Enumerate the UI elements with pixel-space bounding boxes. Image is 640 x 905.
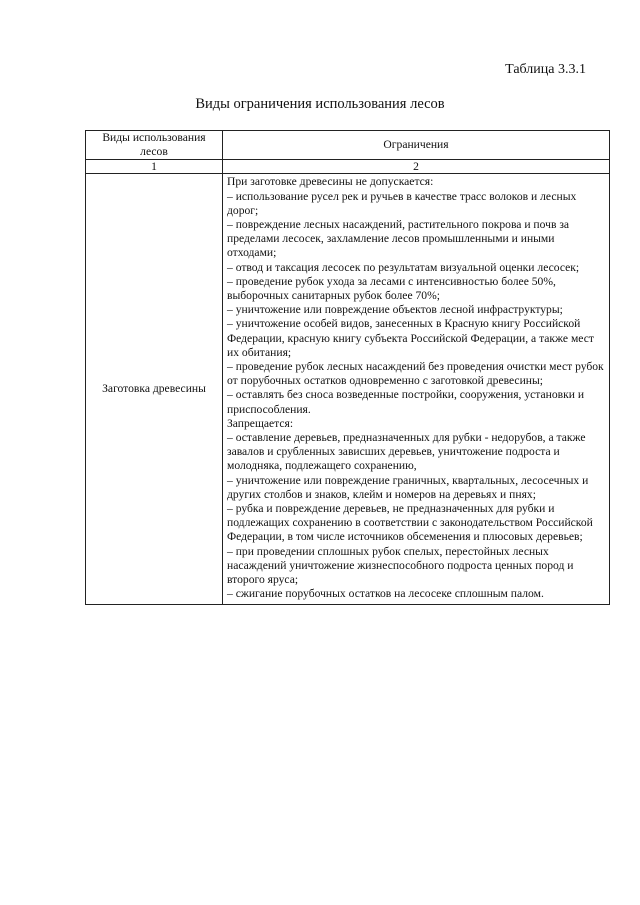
header-kind: Виды использования лесов xyxy=(86,131,223,160)
document-title: Виды ограничения использования лесов xyxy=(195,96,445,112)
restriction-line: – повреждение лесных насаждений, растительного покрова и почв за пределами лесосек, захламление лесов промышленными и иными отходами; xyxy=(227,218,570,260)
restriction-line: – проведение рубок ухода за лесами с интенсивностью более 50%, выборочных санитарных рубок более 70%; xyxy=(227,274,556,303)
restriction-line: – оставлять без сноса возведенные постройки, сооружения, установки и приспособления. xyxy=(227,388,585,416)
restrictions-table xyxy=(85,130,610,605)
column-number-row xyxy=(86,160,610,174)
row-restrictions xyxy=(223,174,610,604)
restriction-line: – уничтожение или повреждение объектов лесной инфраструктуры; xyxy=(227,303,563,317)
restriction-line: – рубка и повреждение деревьев, не предназначенных для рубки и подлежащих сохранению в соответствии с законодательством Российской Федерации, в том числе источников обсеменения и плюсовых деревьев; xyxy=(227,502,593,544)
restriction-line: – использование русел рек и ручьев в качестве трасс волоков и лесных дорог; xyxy=(227,189,577,217)
restriction-line: – уничтожение или повреждение граничных, квартальных, лесосечных и других столбов и знаков, клейм и номеров на деревьях и пнях; xyxy=(227,473,589,501)
prohibited-heading: Запрещается: xyxy=(227,416,294,430)
restriction-line: – при проведении сплошных рубок спелых, перестойных лесных насаждений уничтожение жизнеспособного подроста ценных пород и второго яруса; xyxy=(227,544,574,587)
restriction-line: – отвод и таксация лесосек по результатам визуальной оценки лесосек; xyxy=(227,260,580,274)
header-restrictions: Ограничения xyxy=(223,131,610,160)
header-row xyxy=(86,131,610,160)
column-number-2: 2 xyxy=(223,160,610,174)
restriction-line: – оставление деревьев, предназначенных для рубки - недорубов, а также завалов и срубленных зависших деревьев, уничтожение подроста и молодняка, подлежащего сохранению, xyxy=(227,431,586,473)
table-number: Таблица 3.3.1 xyxy=(505,62,586,77)
restriction-line: – сжигание порубочных остатков на лесосеке сплошным палом. xyxy=(227,587,544,601)
table-row xyxy=(86,174,610,604)
column-number-1: 1 xyxy=(86,160,223,174)
restriction-line: При заготовке древесины не допускается: xyxy=(227,175,434,189)
row-kind: Заготовка древесины xyxy=(86,174,223,604)
restriction-line: – уничтожение особей видов, занесенных в Красную книгу Российской Федерации, красную книгу субъекта Российской Федерации, а также мест их обитания; xyxy=(227,317,594,359)
restriction-line: – проведение рубок лесных насаждений без проведения очистки мест рубок от порубочных остатков одновременно с заготовкой древесины; xyxy=(227,360,604,388)
